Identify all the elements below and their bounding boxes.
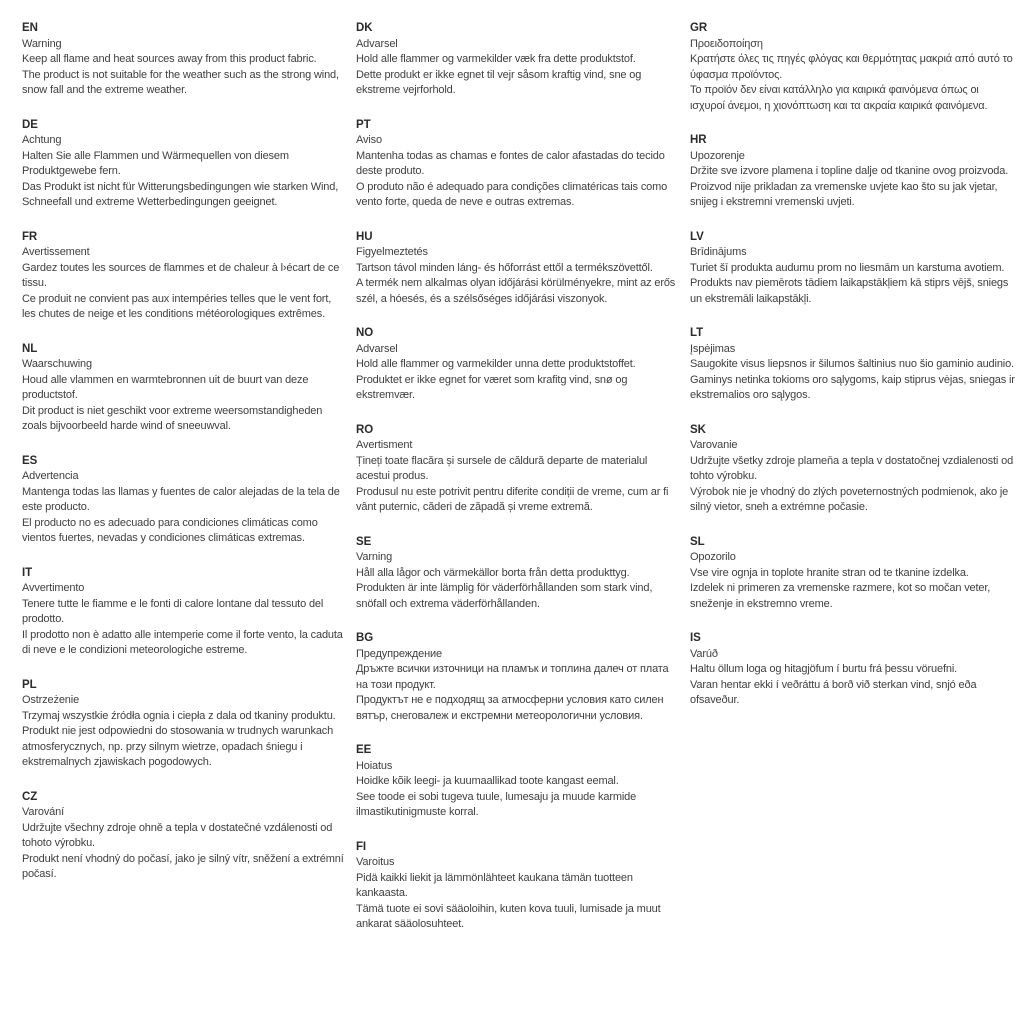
warning-title: Ostrzeżenie: [22, 694, 80, 706]
warning-title: Waarschuwing: [22, 358, 92, 370]
language-code: IT: [22, 566, 33, 579]
warning-paragraph: Mantenga todas las llamas y fuentes de calor alejadas de la tela de este producto.: [22, 485, 340, 513]
warning-paragraph: Дръжте всички източници на пламък и топлина далеч от плата на този продукт.: [356, 663, 669, 691]
language-section-it: [22, 566, 347, 659]
warning-paragraph: Продуктът не е подходящ за атмосферни условия като силен вятър, снеговалеж и екстремни метеорологични условия.: [356, 694, 664, 722]
warning-paragraph: Το προϊόν δεν είναι κατάλληλο για καιρικά φαινόμενα όπως οι ισχυροί άνεμοι, η χιονόπτωση και τα ακραία καιρικά φαινόμενα.: [690, 84, 988, 112]
language-section-ro: [356, 423, 681, 516]
warning-paragraph: Udržujte všechny zdroje ohně a tepla v dostatečné vzdálenosti od tohoto výrobku.: [22, 821, 333, 849]
language-section-pl: [22, 678, 347, 771]
language-code: EE: [356, 744, 372, 756]
warning-paragraph: Das Produkt ist nicht für Witterungsbedingungen wie starken Wind, Schneefall und extreme Wetterbedingungen geeignet.: [22, 180, 339, 208]
warning-paragraph: Houd alle vlammen en warmtebronnen uit de buurt van deze productstof.: [22, 373, 309, 401]
language-code: PL: [22, 678, 37, 691]
language-section-is: [690, 631, 1015, 709]
warning-title: Varúð: [690, 647, 718, 660]
warning-paragraph: Produkt není vhodný do počasí, jako je silný vítr, sněžení a extrémní počasí.: [22, 852, 344, 880]
language-section-fr: [22, 230, 347, 323]
column-3: [690, 21, 1015, 728]
warning-paragraph: Držite sve izvore plamena i topline dalje od tkanine ovog proizvoda.: [690, 165, 1009, 177]
language-section-se: [356, 535, 681, 613]
language-code: GR: [690, 22, 708, 34]
warning-title: Προειδοποίηση: [690, 37, 763, 50]
warning-paragraph: Ce produit ne convient pas aux intempéries telles que le vent fort, les chutes de neige et les conditions météorologiques extrêmes.: [22, 292, 332, 320]
warning-paragraph: Produktet er ikke egnet for været som krafitg vind, snø og ekstremvær.: [356, 373, 628, 401]
language-code: DE: [22, 118, 38, 131]
language-section-sk: [690, 423, 1015, 516]
language-code: EN: [22, 22, 38, 34]
language-section-nl: [22, 342, 347, 435]
warning-title: Varning: [356, 551, 393, 563]
warning-title: Warning: [22, 37, 62, 50]
warning-paragraph: Výrobok nie je vhodný do zlých poveternostných podmienok, ako je silný vietor, sneh a extrémne počasie.: [690, 485, 1009, 513]
language-code: LT: [690, 327, 703, 339]
language-section-pt: [356, 118, 681, 211]
warning-title: Brīdinājums: [690, 246, 747, 258]
language-code: NO: [356, 327, 374, 339]
language-section-dk: [356, 21, 681, 99]
language-code: DK: [356, 22, 373, 34]
warning-paragraph: A termék nem alkalmas olyan időjárási körülményekre, mint az erős szél, a hóesés, és a szélsőséges időjárási viszonyok.: [356, 277, 676, 305]
language-code: CZ: [22, 790, 38, 803]
warning-paragraph: Izdelek ni primeren za vremenske razmere, kot so močan veter, sneženje in ekstremno vreme.: [690, 582, 991, 610]
warning-title: Varovanie: [690, 439, 738, 451]
language-section-ee: [356, 743, 681, 821]
warning-paragraph: Gardez toutes les sources de flammes et de chaleur à l›écart de ce tissu.: [22, 261, 340, 289]
warning-paragraph: See toode ei sobi tugeva tuule, lumesaju ja muude karmide ilmastikutinigmuste korral.: [356, 790, 637, 818]
warning-paragraph: Hoidke kõik leegi- ja kuumaallikad toote kangast eemal.: [356, 775, 619, 787]
language-code: SK: [690, 423, 706, 436]
warning-paragraph: Țineți toate flacăra și sursele de căldură departe de materialul acestui produs.: [356, 454, 648, 482]
language-code: PT: [356, 118, 371, 131]
warning-paragraph: Κρατήστε όλες τις πηγές φλόγας και θερμότητας μακριά από αυτό το ύφασμα προϊόντος.: [690, 53, 1013, 81]
language-section-gr: [690, 21, 1015, 114]
warning-paragraph: Proizvod nije prikladan za vremenske uvjete kao što su jak vjetar, snijeg i ekstremni vremenski uvjeti.: [690, 180, 998, 208]
warning-paragraph: Dette produkt er ikke egnet til vejr såsom kraftig vind, sne og ekstreme vejrforhold.: [356, 68, 642, 96]
language-section-sl: [690, 535, 1015, 613]
warning-paragraph: Hold alle flammer og varmekilder væk fra dette produktstof.: [356, 53, 636, 65]
warning-title: Предупреждение: [356, 647, 443, 660]
warning-paragraph: Tenere tutte le fiamme e le fonti di calore lontane dal tessuto del prodotto.: [22, 597, 324, 625]
warning-title: Upozorenje: [690, 149, 745, 162]
warning-paragraph: Il prodotto non è adatto alle intemperie come il forte vento, la caduta di neve e le condizioni meteorologiche estreme.: [22, 628, 343, 656]
warning-paragraph: Tämä tuote ei sovi sääoloihin, kuten kova tuuli, lumisade ja muut ankarat sääolosuhteet.: [356, 902, 661, 930]
language-section-no: [356, 326, 681, 404]
language-section-bg: [356, 631, 681, 724]
column-2: [356, 21, 681, 952]
language-section-cz: [22, 790, 347, 883]
warning-title: Opozorilo: [690, 551, 736, 563]
warning-title: Achtung: [22, 134, 62, 146]
warning-paragraph: Halten Sie alle Flammen und Wärmequellen von diesem Produktgewebe fern.: [22, 149, 289, 177]
language-code: LV: [690, 230, 704, 243]
language-section-hr: [690, 133, 1015, 211]
warning-title: Aviso: [356, 134, 382, 146]
warning-paragraph: Udržujte všetky zdroje plameňa a tepla v dostatočnej vzdialenosti od tohto výrobku.: [690, 454, 1014, 482]
language-section-de: [22, 118, 347, 211]
warning-paragraph: Produkten är inte lämplig för väderförhållanden som stark vind, snöfall och extrema väderförhållanden.: [356, 582, 653, 610]
language-code: IS: [690, 632, 701, 644]
language-code: NL: [22, 342, 38, 355]
warning-title: Figyelmeztetés: [356, 246, 428, 258]
language-code: SE: [356, 535, 372, 548]
language-code: RO: [356, 423, 374, 436]
warning-paragraph: Mantenha todas as chamas e fontes de calor afastadas do tecido deste produto.: [356, 149, 665, 177]
language-code: HU: [356, 230, 373, 243]
warning-title: Avvertimento: [22, 582, 85, 594]
warning-paragraph: Keep all flame and heat sources away from this product fabric.: [22, 53, 317, 65]
warning-paragraph: Saugokite visus liepsnos ir šilumos šaltinius nuo šio gaminio audinio.: [690, 358, 1014, 370]
language-section-lt: [690, 326, 1015, 404]
language-code: ES: [22, 454, 38, 467]
warning-title: Advarsel: [356, 37, 398, 50]
warning-title: Advertencia: [22, 470, 79, 482]
language-code: BG: [356, 632, 374, 644]
language-code: SL: [690, 535, 705, 548]
language-section-lv: [690, 230, 1015, 308]
warning-paragraph: Tartson távol minden láng- és hőforrást ettől a termékszövettől.: [356, 261, 653, 274]
warning-title: Varování: [22, 806, 65, 818]
language-section-es: [22, 454, 347, 547]
warning-paragraph: Produkt nie jest odpowiedni do stosowania w trudnych warunkach atmosferycznych, np. przy silnym wietrze, opadach śniegu i ekstremalnych zjawiskach pogodowych.: [22, 725, 334, 768]
warning-paragraph: Trzymaj wszystkie źródła ognia i ciepła z dala od tkaniny produktu.: [22, 709, 336, 722]
warning-paragraph: Produkts nav piemērots tādiem laikapstākļiem kā stiprs vējš, sniegs un ekstremāli laikapstākļi.: [690, 277, 1009, 305]
warning-paragraph: Produsul nu este potrivit pentru diferite condiții de vreme, cum ar fi vânt puternic, căderi de zăpadă și vreme extremă.: [356, 485, 669, 513]
language-code: HR: [690, 134, 707, 146]
warning-title: Advarsel: [356, 342, 398, 355]
warning-title: Varoitus: [356, 856, 395, 868]
column-1: [22, 21, 347, 902]
warning-paragraph: Gaminys netinka tokioms oro sąlygoms, kaip stiprus vėjas, sniegas ir ekstremalios oro sąlygos.: [690, 373, 1015, 401]
warning-paragraph: Håll alla lågor och värmekällor borta från detta produkttyg.: [356, 566, 630, 579]
warning-title: Įspėjimas: [690, 342, 736, 355]
warning-paragraph: O produto não é adequado para condições climatéricas tais como vento forte, queda de neve e outras extremas.: [356, 180, 668, 208]
language-code: FI: [356, 840, 367, 853]
warning-paragraph: El producto no es adecuado para condiciones climáticas como vientos fuertes, nevadas y condiciones climáticas extremas.: [22, 516, 318, 544]
warning-title: Hoiatus: [356, 759, 393, 772]
warning-paragraph: Vse vire ognja in toplote hranite stran od te tkanine izdelka.: [690, 566, 969, 579]
language-section-fi: [356, 840, 681, 933]
warning-title: Avertissement: [22, 246, 90, 258]
warning-paragraph: The product is not suitable for the weather such as the strong wind, snow fall and the extreme weather.: [22, 68, 339, 96]
warning-paragraph: Varan hentar ekki í veðráttu á borð við sterkan vind, snjó eða ofsaveður.: [690, 678, 977, 706]
warning-paragraph: Hold alle flammer og varmekilder unna dette produktstoffet.: [356, 358, 636, 370]
language-section-en: [22, 21, 347, 99]
language-code: FR: [22, 230, 38, 243]
warning-paragraph: Haltu öllum loga og hitagjöfum í burtu frá þessu vöruefni.: [690, 663, 958, 675]
warning-paragraph: Dit product is niet geschikt voor extreme weersomstandigheden zoals bijvoorbeeld harde wind of sneeuwval.: [22, 404, 323, 432]
warning-title: Avertisment: [356, 439, 413, 451]
warning-paragraph: Turiet šī produkta audumu prom no liesmām un karstuma avotiem.: [690, 261, 1005, 274]
warning-paragraph: Pidä kaikki liekit ja lämmönlähteet kaukana tämän tuotteen kankaasta.: [356, 871, 633, 899]
language-section-hu: [356, 230, 681, 308]
